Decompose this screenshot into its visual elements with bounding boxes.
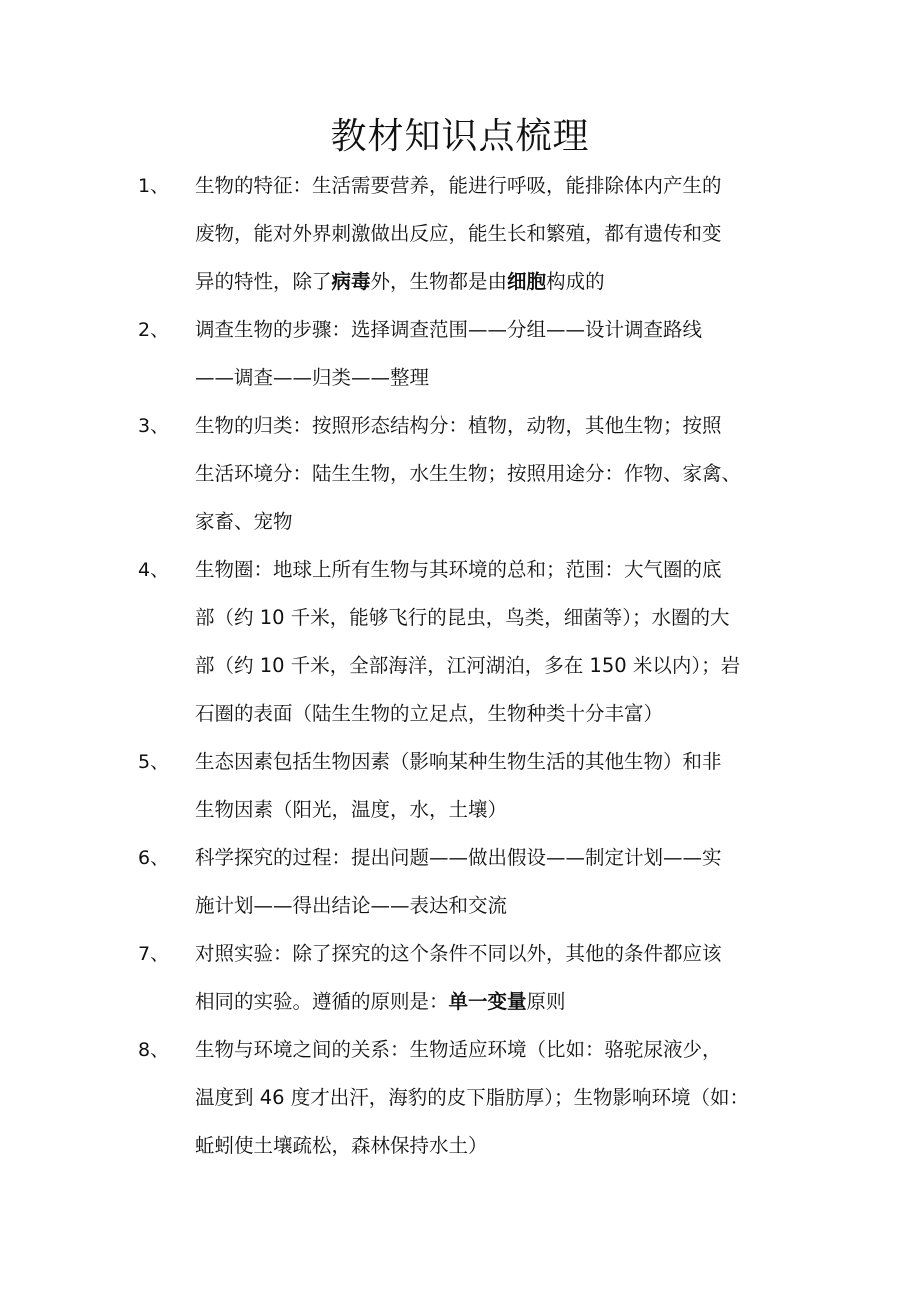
text-line <box>195 1026 795 1074</box>
item-text <box>195 306 795 402</box>
item-number: 2、 <box>138 319 170 341</box>
text-run: 相同的实验。遵循的原则是： <box>195 990 449 1013</box>
text-line <box>195 930 795 978</box>
text-run: 生活环境分：陆生生物，水生生物；按照用途分：作物、家禽、 <box>195 462 742 485</box>
list-item <box>0 306 920 402</box>
item-number: 7、 <box>138 943 170 965</box>
text-run: 生物与环境之间的关系：生物适应环境（比如：骆驼尿液少， <box>195 1038 722 1061</box>
item-text <box>195 1026 795 1170</box>
bold-term-single-variable: 单一变量 <box>448 990 527 1013</box>
text-line <box>195 882 795 930</box>
text-line <box>195 450 795 498</box>
text-line <box>195 162 795 210</box>
text-run: 生物的归类：按照形态结构分：植物，动物，其他生物；按照 <box>195 414 722 437</box>
item-text <box>195 402 795 546</box>
item-text <box>195 162 795 306</box>
list-item <box>0 834 920 930</box>
item-text <box>195 834 795 930</box>
bold-term-cell: 细胞 <box>507 270 547 293</box>
text-line <box>195 642 795 690</box>
text-run: 部（约 10 千米，能够飞行的昆虫，鸟类，细菌等）；水圈的大 <box>195 606 730 629</box>
text-run: 废物，能对外界刺激做出反应，能生长和繁殖，都有遗传和变 <box>195 222 722 245</box>
document-title: 教材知识点梳理 <box>330 116 590 157</box>
text-line <box>195 834 795 882</box>
text-run: 石圈的表面（陆生生物的立足点，生物种类十分丰富） <box>195 702 664 725</box>
item-text <box>195 546 795 738</box>
text-run: 构成的 <box>546 270 605 293</box>
list-item <box>0 1026 920 1170</box>
item-number: 1、 <box>138 175 170 197</box>
text-run: 外，生物都是由 <box>370 270 508 293</box>
text-run: 生物的特征：生活需要营养，能进行呼吸，能排除体内产生的 <box>195 174 722 197</box>
item-number: 5、 <box>138 751 170 773</box>
text-line <box>195 546 795 594</box>
text-run: 调查生物的步骤：选择调查范围——分组——设计调查路线 <box>195 318 703 341</box>
text-line <box>195 258 795 306</box>
list-item <box>0 162 920 306</box>
text-run: 异的特性，除了 <box>195 270 332 293</box>
text-line <box>195 690 795 738</box>
item-number: 6、 <box>138 847 170 869</box>
text-run: 施计划——得出结论——表达和交流 <box>195 894 508 917</box>
bold-term-virus: 病毒 <box>331 270 371 293</box>
text-run: 家畜、宠物 <box>195 510 293 533</box>
list-item <box>0 738 920 834</box>
item-number: 3、 <box>138 415 170 437</box>
text-line <box>195 498 795 546</box>
list-item <box>0 402 920 546</box>
text-run: 科学探究的过程：提出问题——做出假设——制定计划——实 <box>195 846 722 869</box>
text-line <box>195 738 795 786</box>
text-line <box>195 402 795 450</box>
text-line <box>195 978 795 1026</box>
item-number: 4、 <box>138 559 170 581</box>
text-line <box>195 306 795 354</box>
list-item <box>0 930 920 1026</box>
list-item <box>0 546 920 738</box>
text-run: 部（约 10 千米，全部海洋，江河湖泊，多在 150 米以内）；岩 <box>195 654 741 677</box>
text-run: 对照实验：除了探究的这个条件不同以外，其他的条件都应该 <box>195 942 722 965</box>
text-line <box>195 354 795 402</box>
text-run: 原则 <box>526 990 566 1013</box>
text-line <box>195 1122 795 1170</box>
text-run: 蚯蚓使土壤疏松，森林保持水土） <box>195 1134 488 1157</box>
text-line <box>195 1074 795 1122</box>
text-line <box>195 210 795 258</box>
text-run: 温度到 46 度才出汗，海豹的皮下脂肪厚）；生物影响环境（如： <box>195 1086 749 1109</box>
text-line <box>195 786 795 834</box>
item-number: 8、 <box>138 1039 170 1061</box>
text-run: 生态因素包括生物因素（影响某种生物生活的其他生物）和非 <box>195 750 722 773</box>
text-run: 生物圈：地球上所有生物与其环境的总和；范围：大气圈的底 <box>195 558 722 581</box>
text-line <box>195 594 795 642</box>
knowledge-point-list <box>0 162 920 1170</box>
text-run: 生物因素（阳光，温度，水，土壤） <box>195 798 508 821</box>
item-text <box>195 738 795 834</box>
item-text <box>195 930 795 1026</box>
text-run: ——调查——归类——整理 <box>195 366 430 389</box>
